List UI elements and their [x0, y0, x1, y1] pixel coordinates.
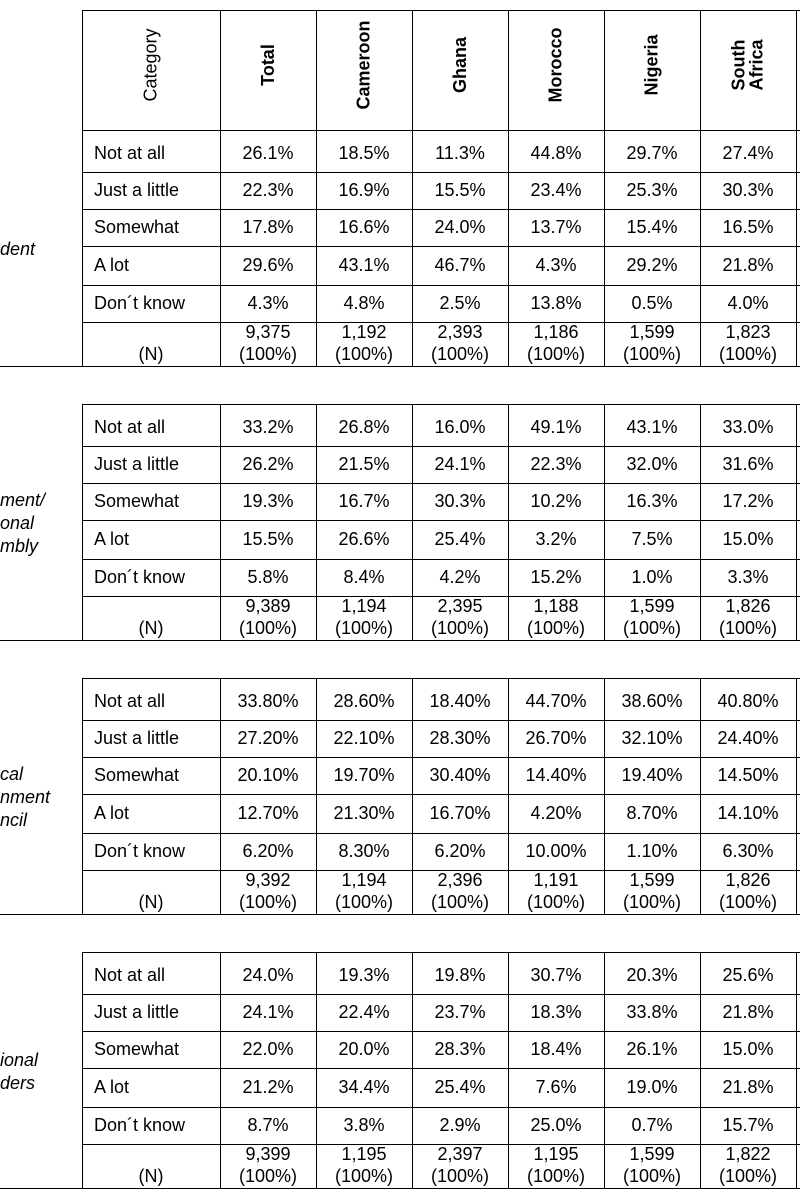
- row-divider: [0, 366, 800, 367]
- value-cell: 3.2%: [535, 529, 577, 549]
- category-label: A lot: [94, 1077, 130, 1097]
- n-count: 2,397: [437, 1144, 483, 1164]
- value-cell: 8.30%: [338, 841, 390, 861]
- value-cell: 2.5%: [439, 293, 481, 313]
- value-cell: 26.1%: [626, 1039, 678, 1059]
- row-divider: [82, 172, 800, 173]
- value-cell: 7.6%: [535, 1077, 577, 1097]
- n-count: 1,195: [341, 1144, 387, 1164]
- category-label: Just a little: [94, 728, 180, 748]
- value-cell: 4.3%: [247, 293, 289, 313]
- value-cell: 19.40%: [621, 765, 683, 785]
- n-count: 9,389: [245, 596, 291, 616]
- value-cell: 18.3%: [530, 1002, 582, 1022]
- value-cell: 20.10%: [237, 765, 299, 785]
- section-label-text: ional ders: [0, 1049, 39, 1093]
- value-cell: 4.8%: [343, 293, 385, 313]
- category-label: A lot: [94, 803, 130, 823]
- n-count: 1,826: [725, 596, 771, 616]
- n-count: 1,192: [341, 322, 387, 342]
- category-label: Somewhat: [94, 491, 180, 511]
- column-divider: [796, 678, 797, 914]
- value-cell: 24.40%: [717, 728, 779, 748]
- value-cell: 16.7%: [338, 491, 390, 511]
- value-cell: 22.10%: [333, 728, 395, 748]
- value-cell: 19.3%: [338, 965, 390, 985]
- row-divider: [82, 757, 800, 758]
- n-cell: [316, 321, 412, 365]
- value-cell: 25.4%: [434, 529, 486, 549]
- n-cell: [604, 321, 700, 365]
- value-cell: 29.7%: [626, 143, 678, 163]
- row-divider: [82, 1107, 800, 1108]
- column-header-label: Cameroon: [353, 20, 374, 110]
- value-cell: 34.4%: [338, 1077, 390, 1097]
- row-divider: [82, 678, 800, 679]
- value-cell: 15.2%: [530, 567, 582, 587]
- value-cell: 23.4%: [530, 180, 582, 200]
- column-header-country: [700, 0, 796, 130]
- n-percent: (100%): [430, 892, 490, 912]
- value-cell: 4.2%: [439, 567, 481, 587]
- value-cell: 22.3%: [530, 454, 582, 474]
- n-percent: (100%): [526, 1166, 586, 1186]
- column-header-country: [508, 0, 604, 130]
- value-cell: 44.8%: [530, 143, 582, 163]
- n-label: (N): [138, 618, 164, 638]
- n-count: 1,186: [533, 322, 579, 342]
- value-cell: 49.1%: [530, 417, 582, 437]
- value-cell: 29.2%: [626, 255, 678, 275]
- n-percent: (100%): [718, 892, 778, 912]
- column-divider: [82, 952, 83, 1188]
- category-label: Somewhat: [94, 765, 180, 785]
- value-cell: 24.1%: [242, 1002, 294, 1022]
- n-percent: (100%): [334, 344, 394, 364]
- value-cell: 4.0%: [727, 293, 769, 313]
- value-cell: 24.1%: [434, 454, 486, 474]
- column-divider: [796, 952, 797, 1188]
- value-cell: 10.00%: [525, 841, 587, 861]
- value-cell: 33.0%: [722, 417, 774, 437]
- value-cell: 21.30%: [333, 803, 395, 823]
- value-cell: 28.30%: [429, 728, 491, 748]
- category-label: Don´t know: [94, 1115, 186, 1135]
- n-percent: (100%): [718, 1166, 778, 1186]
- row-divider: [0, 1188, 800, 1189]
- section-label-text: ment/ onal mbly: [0, 490, 46, 556]
- row-divider: [82, 246, 800, 247]
- value-cell: 1.10%: [626, 841, 678, 861]
- value-cell: 14.50%: [717, 765, 779, 785]
- n-percent: (100%): [526, 344, 586, 364]
- category-label: Not at all: [94, 691, 166, 711]
- section-label: [0, 489, 80, 558]
- value-cell: 15.5%: [242, 529, 294, 549]
- value-cell: 28.60%: [333, 691, 395, 711]
- n-cell: [604, 869, 700, 913]
- value-cell: 21.5%: [338, 454, 390, 474]
- value-cell: 5.8%: [247, 567, 289, 587]
- n-count: 1,599: [629, 322, 675, 342]
- value-cell: 40.80%: [717, 691, 779, 711]
- column-divider: [82, 130, 83, 366]
- row-divider: [82, 994, 800, 995]
- n-percent: (100%): [334, 1166, 394, 1186]
- n-percent: (100%): [430, 618, 490, 638]
- n-percent: (100%): [238, 1166, 298, 1186]
- value-cell: 31.6%: [722, 454, 774, 474]
- row-divider: [82, 833, 800, 834]
- n-cell: [412, 321, 508, 365]
- value-cell: 46.7%: [434, 255, 486, 275]
- category-label: Somewhat: [94, 1039, 180, 1059]
- value-cell: 22.3%: [242, 180, 294, 200]
- column-header-country: [604, 0, 700, 130]
- value-cell: 6.20%: [242, 841, 294, 861]
- row-divider: [82, 1031, 800, 1032]
- value-cell: 12.70%: [237, 803, 299, 823]
- value-cell: 17.8%: [242, 217, 294, 237]
- value-cell: 3.8%: [343, 1115, 385, 1135]
- n-cell: [412, 595, 508, 639]
- n-percent: (100%): [334, 892, 394, 912]
- n-percent: (100%): [238, 344, 298, 364]
- value-cell: 25.0%: [530, 1115, 582, 1135]
- value-cell: 32.0%: [626, 454, 678, 474]
- value-cell: 21.8%: [722, 255, 774, 275]
- value-cell: 24.0%: [434, 217, 486, 237]
- column-header-country: [220, 0, 316, 130]
- row-divider: [82, 483, 800, 484]
- value-cell: 43.1%: [626, 417, 678, 437]
- n-cell: [220, 869, 316, 913]
- section-label: [0, 238, 80, 261]
- n-count: 1,188: [533, 596, 579, 616]
- n-cell: [412, 869, 508, 913]
- column-header-country: [412, 0, 508, 130]
- category-label: Just a little: [94, 180, 180, 200]
- value-cell: 19.70%: [333, 765, 395, 785]
- value-cell: 16.3%: [626, 491, 678, 511]
- n-percent: (100%): [622, 618, 682, 638]
- value-cell: 22.0%: [242, 1039, 294, 1059]
- n-cell: [316, 595, 412, 639]
- value-cell: 8.70%: [626, 803, 678, 823]
- value-cell: 26.70%: [525, 728, 587, 748]
- category-label: A lot: [94, 255, 130, 275]
- value-cell: 14.10%: [717, 803, 779, 823]
- n-count: 2,396: [437, 870, 483, 890]
- value-cell: 8.4%: [343, 567, 385, 587]
- n-count: 1,599: [629, 870, 675, 890]
- row-divider: [82, 720, 800, 721]
- column-divider: [796, 10, 797, 130]
- n-count: 1,599: [629, 1144, 675, 1164]
- category-label: Somewhat: [94, 217, 180, 237]
- value-cell: 8.7%: [247, 1115, 289, 1135]
- n-cell: [700, 1143, 796, 1187]
- n-cell: [700, 595, 796, 639]
- value-cell: 2.9%: [439, 1115, 481, 1135]
- row-divider: [0, 640, 800, 641]
- value-cell: 18.5%: [338, 143, 390, 163]
- value-cell: 24.0%: [242, 965, 294, 985]
- value-cell: 4.20%: [530, 803, 582, 823]
- category-label: Just a little: [94, 454, 180, 474]
- n-cell: [508, 595, 604, 639]
- value-cell: 18.4%: [530, 1039, 582, 1059]
- n-cell: [508, 321, 604, 365]
- value-cell: 11.3%: [435, 143, 485, 163]
- n-label: (N): [138, 1166, 164, 1186]
- row-divider: [82, 520, 800, 521]
- n-count: 2,395: [437, 596, 483, 616]
- n-count: 1,194: [341, 870, 387, 890]
- category-label: Not at all: [94, 965, 166, 985]
- n-percent: (100%): [238, 892, 298, 912]
- row-divider: [82, 404, 800, 405]
- section-label: [0, 763, 80, 832]
- column-header-label: South Africa: [729, 39, 767, 91]
- value-cell: 19.8%: [434, 965, 486, 985]
- value-cell: 32.10%: [621, 728, 683, 748]
- n-count: 2,393: [437, 322, 483, 342]
- value-cell: 21.2%: [242, 1077, 294, 1097]
- n-count: 1,195: [533, 1144, 579, 1164]
- value-cell: 19.3%: [242, 491, 294, 511]
- value-cell: 25.3%: [626, 180, 678, 200]
- n-cell: [316, 1143, 412, 1187]
- value-cell: 29.6%: [242, 255, 294, 275]
- section-label: [0, 1049, 80, 1095]
- row-divider: [82, 130, 800, 131]
- n-percent: (100%): [718, 344, 778, 364]
- value-cell: 26.2%: [242, 454, 294, 474]
- value-cell: 15.0%: [722, 529, 774, 549]
- value-cell: 30.7%: [530, 965, 582, 985]
- value-cell: 4.3%: [535, 255, 577, 275]
- value-cell: 44.70%: [525, 691, 587, 711]
- column-header-label: Ghana: [449, 36, 470, 94]
- value-cell: 6.30%: [722, 841, 774, 861]
- column-divider: [82, 678, 83, 914]
- column-header-country: [316, 0, 412, 130]
- value-cell: 3.3%: [727, 567, 769, 587]
- row-divider: [82, 1068, 800, 1069]
- column-header-label: Total: [257, 44, 278, 86]
- n-percent: (100%): [622, 1166, 682, 1186]
- value-cell: 21.8%: [722, 1077, 774, 1097]
- value-cell: 20.3%: [626, 965, 678, 985]
- row-divider: [82, 952, 800, 953]
- value-cell: 10.2%: [530, 491, 582, 511]
- n-label: (N): [138, 344, 164, 364]
- n-cell: [700, 869, 796, 913]
- category-label: A lot: [94, 529, 130, 549]
- column-header-category: [82, 0, 220, 130]
- value-cell: 27.20%: [237, 728, 299, 748]
- row-divider: [82, 446, 800, 447]
- value-cell: 30.40%: [429, 765, 491, 785]
- n-count: 9,392: [245, 870, 291, 890]
- value-cell: 18.40%: [429, 691, 491, 711]
- n-cell: [508, 1143, 604, 1187]
- value-cell: 26.1%: [242, 143, 294, 163]
- row-divider: [82, 209, 800, 210]
- category-label: Not at all: [94, 143, 166, 163]
- n-percent: (100%): [430, 344, 490, 364]
- value-cell: 16.70%: [429, 803, 491, 823]
- n-cell: [700, 321, 796, 365]
- value-cell: 22.4%: [338, 1002, 390, 1022]
- n-percent: (100%): [718, 618, 778, 638]
- n-count: 1,822: [725, 1144, 771, 1164]
- n-cell: [508, 869, 604, 913]
- value-cell: 15.0%: [722, 1039, 774, 1059]
- column-divider: [796, 130, 797, 366]
- category-label: Don´t know: [94, 567, 186, 587]
- n-percent: (100%): [334, 618, 394, 638]
- n-percent: (100%): [238, 618, 298, 638]
- row-divider: [82, 285, 800, 286]
- n-count: 1,194: [341, 596, 387, 616]
- n-count: 1,826: [725, 870, 771, 890]
- n-label: (N): [138, 892, 164, 912]
- value-cell: 25.4%: [434, 1077, 486, 1097]
- value-cell: 30.3%: [722, 180, 774, 200]
- value-cell: 28.3%: [434, 1039, 486, 1059]
- n-cell: [220, 1143, 316, 1187]
- n-cell: [604, 1143, 700, 1187]
- value-cell: 6.20%: [434, 841, 486, 861]
- column-divider: [796, 404, 797, 640]
- column-divider: [82, 404, 83, 640]
- value-cell: 33.8%: [626, 1002, 678, 1022]
- section-label-text: cal nment ncil: [0, 764, 51, 830]
- value-cell: 27.4%: [722, 143, 774, 163]
- n-cell: [316, 869, 412, 913]
- row-divider: [82, 559, 800, 560]
- value-cell: 15.5%: [434, 180, 486, 200]
- category-label: Just a little: [94, 1002, 180, 1022]
- value-cell: 14.40%: [525, 765, 587, 785]
- section-label-text: dent: [0, 239, 36, 259]
- category-label: Don´t know: [94, 293, 186, 313]
- value-cell: 17.2%: [722, 491, 774, 511]
- n-percent: (100%): [526, 618, 586, 638]
- n-cell: [604, 595, 700, 639]
- n-percent: (100%): [622, 344, 682, 364]
- value-cell: 23.7%: [434, 1002, 486, 1022]
- n-cell: [220, 321, 316, 365]
- value-cell: 26.6%: [338, 529, 390, 549]
- row-divider: [82, 794, 800, 795]
- value-cell: 16.0%: [434, 417, 486, 437]
- value-cell: 7.5%: [631, 529, 673, 549]
- value-cell: 20.0%: [338, 1039, 390, 1059]
- value-cell: 13.8%: [530, 293, 582, 313]
- row-divider: [0, 914, 800, 915]
- n-percent: (100%): [622, 892, 682, 912]
- n-cell: [220, 595, 316, 639]
- n-count: 1,191: [533, 870, 579, 890]
- value-cell: 16.6%: [338, 217, 390, 237]
- column-header-label: Nigeria: [642, 34, 662, 96]
- value-cell: 13.7%: [530, 217, 582, 237]
- value-cell: 15.4%: [626, 217, 678, 237]
- value-cell: 15.7%: [722, 1115, 774, 1135]
- category-label: Not at all: [94, 417, 166, 437]
- value-cell: 21.8%: [722, 1002, 774, 1022]
- value-cell: 43.1%: [338, 255, 390, 275]
- n-count: 1,599: [629, 596, 675, 616]
- value-cell: 30.3%: [434, 491, 486, 511]
- n-count: 1,823: [725, 322, 771, 342]
- n-percent: (100%): [526, 892, 586, 912]
- value-cell: 16.5%: [722, 217, 774, 237]
- value-cell: 16.9%: [338, 180, 390, 200]
- value-cell: 19.0%: [626, 1077, 678, 1097]
- value-cell: 38.60%: [621, 691, 683, 711]
- category-label: Don´t know: [94, 841, 186, 861]
- n-cell: [412, 1143, 508, 1187]
- n-percent: (100%): [430, 1166, 490, 1186]
- column-header-label: Category: [140, 28, 161, 102]
- value-cell: 0.7%: [631, 1115, 673, 1135]
- column-header-label: Morocco: [545, 27, 566, 103]
- value-cell: 0.5%: [631, 293, 673, 313]
- value-cell: 33.2%: [242, 417, 294, 437]
- n-count: 9,375: [245, 322, 291, 342]
- value-cell: 1.0%: [631, 567, 673, 587]
- n-count: 9,399: [245, 1144, 291, 1164]
- value-cell: 33.80%: [237, 691, 299, 711]
- value-cell: 26.8%: [338, 417, 390, 437]
- value-cell: 25.6%: [722, 965, 774, 985]
